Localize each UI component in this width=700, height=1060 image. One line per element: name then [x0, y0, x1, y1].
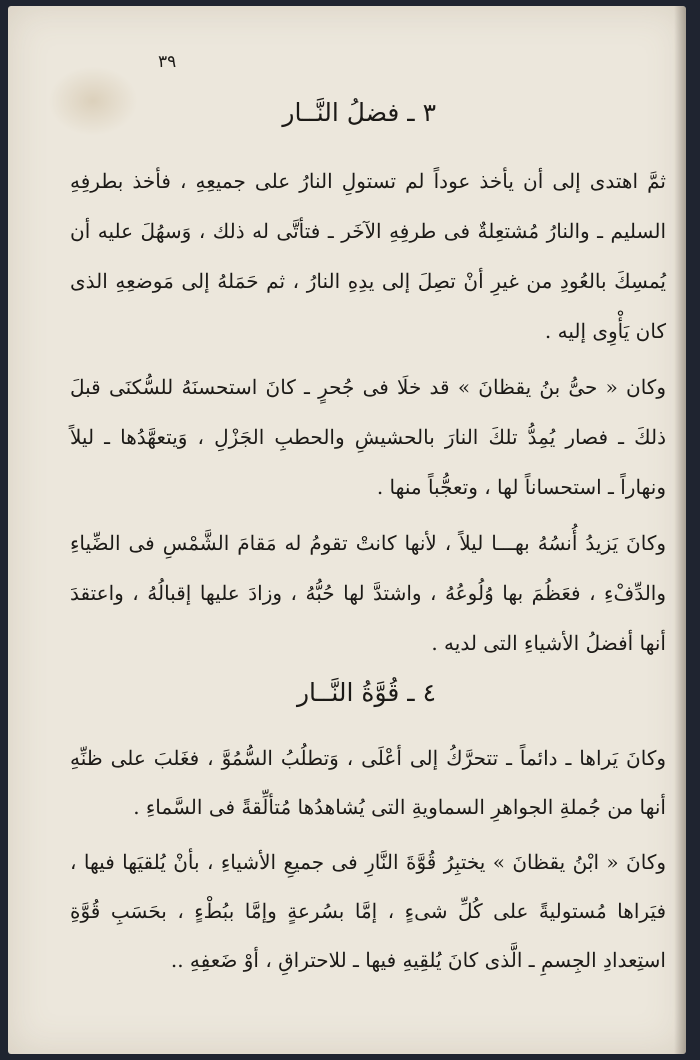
paragraph: وكانَ يَراها ـ دائماً ـ تتحرَّكُ إلى أعْلَى ، وَتطلُبُ السُّمُوَّ ، فغَلبَ على ظنِّهِ أنها من جُملةِ الجواهرِ السماويةِ التى يُشاهدُها مُتألِّقةً فى السَّماءِ . — [70, 746, 666, 819]
section-heading: ٣ ـ فضلُ النَّــار — [282, 98, 436, 127]
paragraph: وكان « حىُّ بنُ يقظانَ » قد خلَا فى جُحرٍ ـ كانَ استحسنَهُ للسُّكنَى قبلَ ذلكَ ـ فصار يُمِدُّ تلكَ النارَ بالحشيشِ والحطبِ الجَزْلِ ، وَيتعهَّدُها ـ ليلاً ونهاراً ـ استحساناً لها ، وتعجُّباً منها . — [70, 375, 666, 499]
book-page — [8, 6, 686, 1054]
section-body — [70, 156, 666, 668]
paragraph: ثمَّ اهتدى إلى أن يأخذ عوداً لم تستولِ النارُ على جميعِهِ ، فأخذ بطرفِهِ السليم ـ والنارُ مُشتعِلةٌ فى طرفِهِ الآخَر ـ فتأتَّى له ذلك ، وَسهُلَ عليه أن يُمسِكَ بالعُودِ من غيرِ أنْ تصِلَ إلى يدِهِ النارُ ، ثم حَمَلهُ إلى مَوضعِهِ الذى كان يَأْوِى إليه . — [70, 169, 666, 343]
paragraph: وكانَ يَزيدُ أُنسُهُ بهـــا ليلاً ، لأنها كانتْ تقومُ له مَقامَ الشَّمْسِ فى الضِّياءِ والدِّفْءِ ، فعَظُمَ بها وُلُوعُهُ ، واشتدَّ لها حُبُّهُ ، وزادَ عليها إقبالُهُ ، واعتقدَ أنها أفضلُ الأشياءِ التى لديه . — [70, 531, 666, 655]
page-spine-shadow — [674, 6, 686, 1054]
paper-stain — [48, 66, 138, 136]
section-heading: ٤ ـ قُوَّةُ النَّــار — [296, 678, 436, 707]
paragraph: وكانَ « ابْنُ يقظانَ » يختبِرُ قُوَّةَ النَّارِ فى جميعِ الأشياءِ ، بأنْ يُلقيَها فيها ، فيَراها مُستوليةً على كُلِّ شىءٍ ، إمَّا بسُرعةٍ وإمَّا ببُطْءٍ ، بحَسَبِ قُوَّةِ استِعدادِ الجِسمِ ـ الَّذى كانَ يُلقِيهِ فيها ـ للاحتراقِ ، أوْ ضَعفِهِ .. — [70, 850, 666, 972]
page-number: ٣٩ — [158, 52, 177, 72]
section-body — [70, 734, 666, 985]
